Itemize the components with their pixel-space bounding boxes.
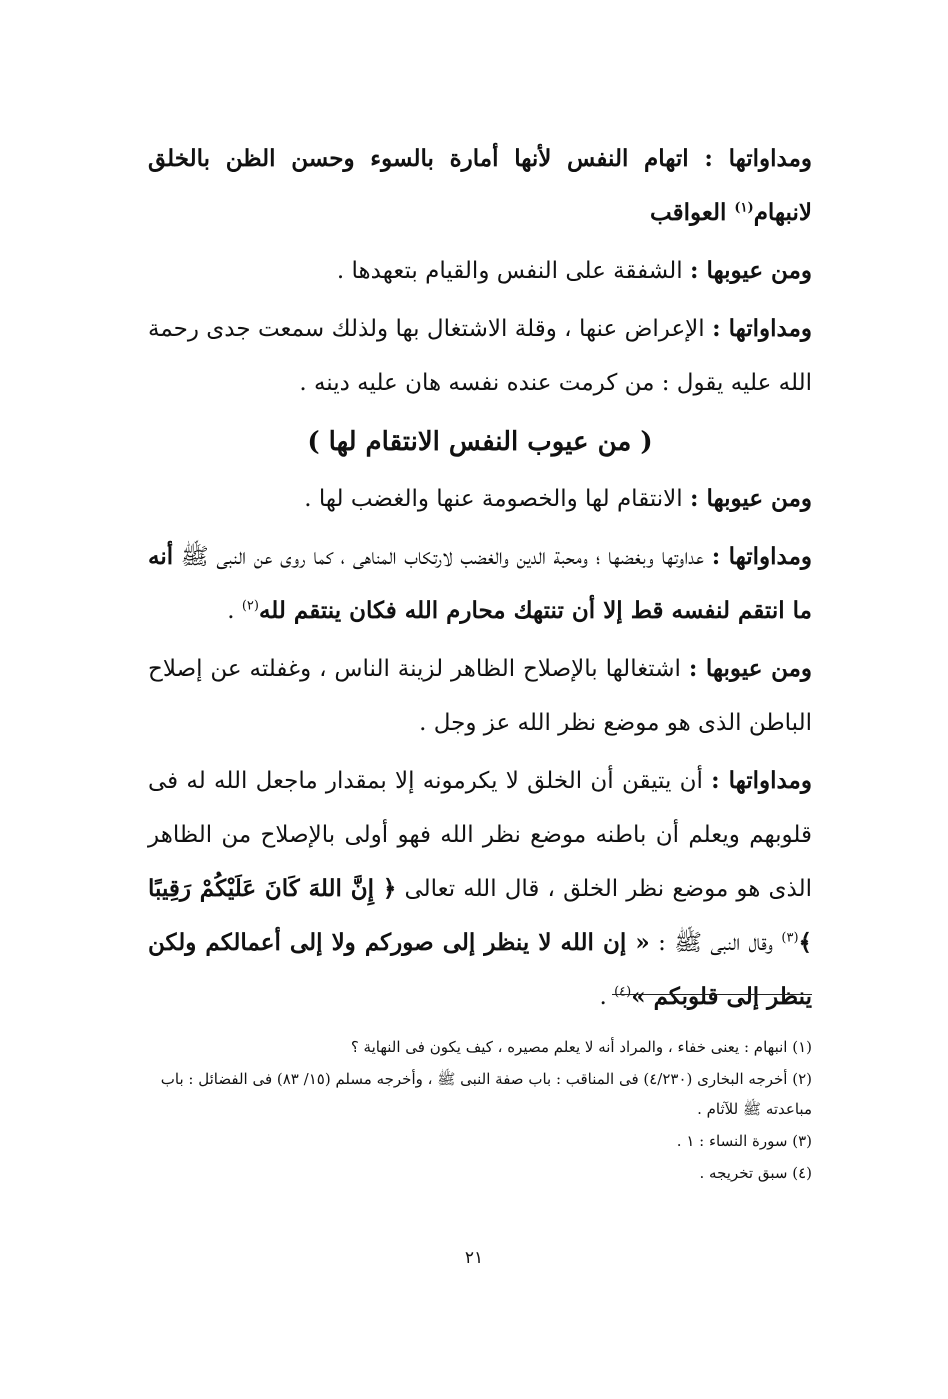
paragraph-tail: .: [227, 598, 235, 624]
paragraph-text: اشتغالها بالإصلاح الظاهر لزينة الناس ، وغفلته عن إصلاح الباطن الذى هو موضع نظر الله عز وجل .: [148, 656, 812, 736]
paragraph-text-continued: وقال النبى ﷺ :: [658, 930, 773, 956]
paragraph-tail: .: [599, 984, 607, 1010]
paragraph-fault-3: [148, 642, 812, 750]
hadith-text: « إن الله لا ينظر إلى صوركم ولا إلى أعمالكم ولكن ينظر إلى قلوبكم »: [148, 929, 812, 1010]
paragraph-lead: ومن عيوبها :: [690, 485, 812, 512]
hadith-text: أنه ما انتقم لنفسه قط إلا أن تنتهك محارم الله فكان ينتقم لله: [148, 543, 812, 624]
paragraph-lead: ومداواتها :: [711, 767, 812, 794]
paragraph-lead: ومداواتها :: [711, 543, 812, 570]
paragraph-text: الإعراض عنها ، وقلة الاشتغال بها ولذلك سمعت جدى رحمة الله عليه يقول : من كرمت عنده نفسه هان عليه دينه .: [148, 316, 812, 396]
footnote: (٣) سورة النساء : ١ .: [676, 1132, 812, 1150]
paragraph-fault-1: [148, 244, 812, 298]
section-heading: ( من عيوب النفس الانتقام لها ): [307, 427, 653, 457]
main-text: [148, 132, 812, 1028]
paragraph-text: اتهام النفس لأنها أمارة بالسوء وحسن الظن بالخلق لانبهام: [148, 145, 812, 226]
paragraph-lead: ومن عيوبها :: [690, 257, 812, 284]
footnote-divider: [612, 994, 812, 995]
quran-verse: ﴿ إِنَّ اللهَ كَانَ عَلَيْكُمْ رَقِيبًا ﴾: [148, 875, 813, 956]
paragraph-text: أن يتيقن أن الخلق لا يكرمونه إلا بمقدار ماجعل الله له فى قلوبهم ويعلم أن باطنه موضع نظر الله فهو أولى بالإصلاح من الظاهر الذى هو موضع نظر الخلق ، قال الله تعالى: [148, 768, 813, 902]
paragraph-remedy-4: [148, 754, 812, 1024]
footnote-ref: (٢): [241, 598, 259, 614]
paragraph-text: عداوتها وبغضها ؛ ومحبة الدين والغضب لارتكاب المناهى ، كما روى عن النبى ﷺ: [180, 544, 704, 570]
paragraph-lead: ومن عيوبها :: [688, 655, 813, 682]
paragraph-fault-2: [148, 472, 812, 526]
paragraph-remedy-1: [148, 132, 812, 240]
paragraph-lead: ومداواتها :: [704, 145, 812, 172]
paragraph-text: الشفقة على النفس والقيام بتعهدها .: [336, 258, 683, 284]
footnote: (٢) أخرجه البخارى (٤/٢٣٠) فى المناقب : باب صفة النبى ﷺ ، وأخرجه مسلم (١٥/ ٨٣) فى الفضائل : باب مباعدته ﷺ للآثام .: [160, 1070, 812, 1118]
footnotes: [148, 1032, 812, 1190]
paragraph-tail: العواقب: [650, 199, 727, 226]
footnote-ref: (٤): [614, 984, 632, 1000]
footnote-ref: (٣): [781, 930, 799, 946]
footnote: (١) انبهام : يعنى خفاء ، والمراد أنه لا يعلم مصيره ، كيف يكون فى النهاية ؟: [350, 1038, 812, 1056]
page-number: ٢١: [464, 1248, 484, 1268]
footnote: (٤) سبق تخريجه .: [699, 1164, 812, 1182]
paragraph-remedy-2: [148, 302, 812, 410]
footnote-ref: (١): [734, 200, 754, 216]
paragraph-lead: ومداواتها :: [712, 315, 813, 342]
paragraph-text: الانتقام لها والخصومة عنها والغضب لها .: [304, 486, 683, 512]
paragraph-remedy-3: [148, 530, 812, 638]
